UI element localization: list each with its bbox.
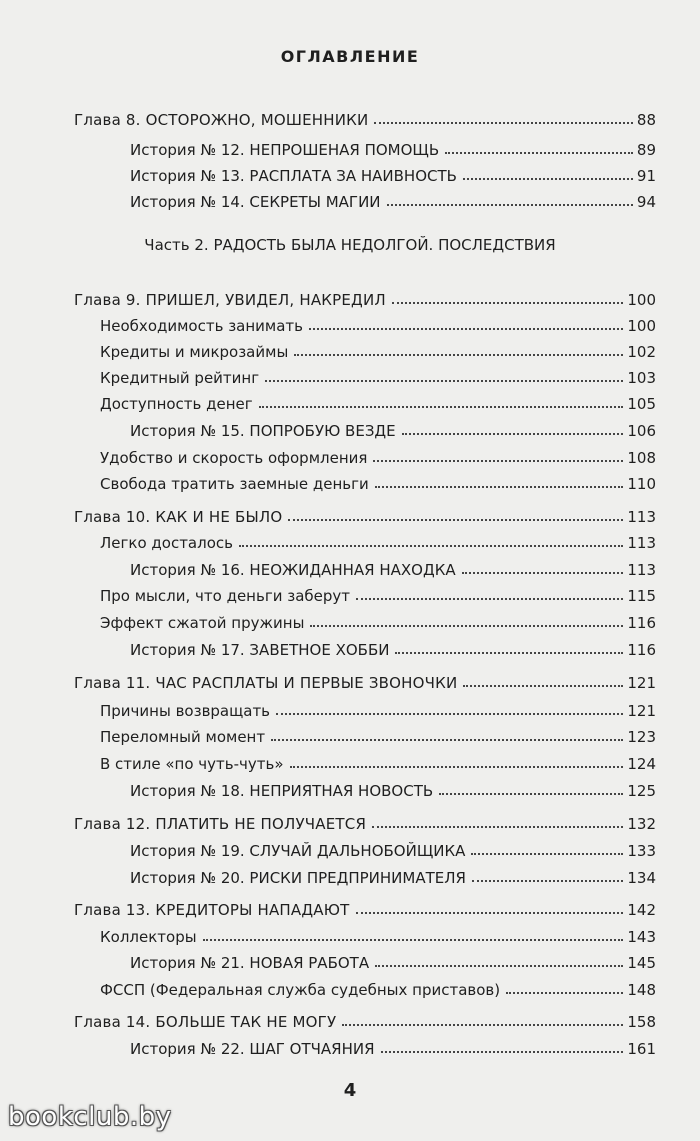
- toc-entry-page: 125: [627, 782, 656, 800]
- toc-entry-page: 106: [627, 422, 656, 440]
- dot-leader: [239, 545, 623, 547]
- toc-entry-page: 143: [627, 928, 656, 946]
- toc-entry-title: Глава 8. ОСТОРОЖНО, МОШЕННИКИ: [74, 111, 369, 129]
- toc-entry: [100, 980, 656, 1000]
- toc-entry-title: История № 18. НЕПРИЯТНАЯ НОВОСТЬ: [130, 782, 434, 800]
- toc-entry-title: Причины возвращать: [100, 702, 271, 720]
- toc-entry-title: Глава 10. КАК И НЕ БЫЛО: [74, 508, 283, 526]
- toc-entry-title: История № 12. НЕПРОШЕНАЯ ПОМОЩЬ: [130, 141, 440, 159]
- toc-entry: [74, 290, 656, 310]
- dot-leader: [290, 766, 624, 768]
- toc-entry: [100, 394, 656, 414]
- dot-leader: [259, 406, 624, 408]
- dot-leader: [471, 853, 623, 855]
- toc-entry: [100, 533, 656, 553]
- dot-leader: [506, 992, 623, 994]
- toc-entry-title: История № 15. ПОПРОБУЮ ВЕЗДЕ: [130, 422, 396, 440]
- dot-leader: [462, 572, 624, 574]
- toc-entry-page: 105: [627, 395, 656, 413]
- toc-entry: [100, 316, 656, 336]
- toc-entry-title: Эффект сжатой пружины: [100, 614, 305, 632]
- toc-entry-title: Глава 13. КРЕДИТОРЫ НАПАДАЮТ: [74, 901, 350, 919]
- toc-entry: [130, 1039, 656, 1059]
- dot-leader: [439, 793, 623, 795]
- toc-entry: [74, 673, 656, 693]
- dot-leader: [276, 713, 623, 715]
- toc-entry: [100, 701, 656, 721]
- toc-entry-page: 123: [627, 728, 656, 746]
- dot-leader: [203, 939, 624, 941]
- toc-entry-title: История № 21. НОВАЯ РАБОТА: [130, 954, 370, 972]
- toc-entry-title: История № 22. ШАГ ОТЧАЯНИЯ: [130, 1040, 375, 1058]
- toc-entry: [130, 166, 656, 186]
- toc-entry-title: История № 20. РИСКИ ПРЕДПРИНИМАТЕЛЯ: [130, 869, 466, 887]
- toc-entry-title: Доступность денег: [100, 395, 253, 413]
- dot-leader: [309, 328, 623, 330]
- toc-entry-page: 103: [627, 369, 656, 387]
- dot-leader: [373, 460, 623, 462]
- toc-entry-page: 142: [627, 901, 656, 919]
- toc-entry-page: 113: [627, 534, 656, 552]
- toc-entry-page: 161: [627, 1040, 656, 1058]
- part-heading: Часть 2. РАДОСТЬ БЫЛА НЕДОЛГОЙ. ПОСЛЕДСТВИЯ: [144, 236, 556, 254]
- toc-entry-page: 102: [627, 343, 656, 361]
- dot-leader: [271, 739, 623, 741]
- toc-entry: [130, 421, 656, 441]
- toc-entry: [100, 448, 656, 468]
- toc-entry-page: 110: [627, 475, 656, 493]
- toc-entry-page: 94: [636, 193, 656, 211]
- toc-entry-page: 133: [627, 842, 656, 860]
- dot-leader: [372, 826, 623, 828]
- toc-entry-page: 113: [627, 508, 656, 526]
- toc-entry-page: 121: [627, 702, 656, 720]
- toc-entry-page: 100: [627, 317, 656, 335]
- toc-entry-page: 158: [627, 1013, 656, 1031]
- toc-entry: [74, 814, 656, 834]
- toc-entry: [130, 640, 656, 660]
- toc-entry-title: История № 16. НЕОЖИДАННАЯ НАХОДКА: [130, 561, 456, 579]
- dot-leader: [265, 380, 623, 382]
- toc-entry-page: 89: [636, 141, 656, 159]
- dot-leader: [288, 519, 623, 521]
- toc-entry-title: Переломный момент: [100, 728, 266, 746]
- dot-leader: [387, 204, 633, 206]
- page-title: ОГЛАВЛЕНИЕ: [280, 47, 420, 66]
- toc-entry-title: Легко досталось: [100, 534, 233, 552]
- toc-entry-page: 115: [627, 587, 656, 605]
- toc-entry: [130, 192, 656, 212]
- dot-leader: [375, 486, 624, 488]
- toc-entry-title: Глава 12. ПЛАТИТЬ НЕ ПОЛУЧАЕТСЯ: [74, 815, 367, 833]
- dot-leader: [374, 122, 633, 124]
- dot-leader: [342, 1024, 623, 1026]
- toc-entry-page: 113: [627, 561, 656, 579]
- toc-entry-title: В стиле «по чуть-чуть»: [100, 755, 284, 773]
- toc-entry: [74, 507, 656, 527]
- toc-entry: [74, 110, 656, 130]
- toc-entry: [74, 900, 656, 920]
- toc-entry-page: 132: [627, 815, 656, 833]
- toc-entry-page: 88: [636, 111, 656, 129]
- toc-entry-page: 121: [627, 674, 656, 692]
- dot-leader: [381, 1051, 624, 1053]
- toc-entry-title: Кредиты и микрозаймы: [100, 343, 289, 361]
- toc-entry-page: 108: [627, 449, 656, 467]
- dot-leader: [463, 685, 623, 687]
- toc-entry-page: 148: [627, 981, 656, 999]
- toc-entry: [100, 754, 656, 774]
- dot-leader: [463, 178, 633, 180]
- toc-entry: [130, 140, 656, 160]
- toc-entry: [130, 841, 656, 861]
- dot-leader: [375, 965, 623, 967]
- toc-entry: [100, 727, 656, 747]
- toc-entry-page: 124: [627, 755, 656, 773]
- toc-entry: [100, 613, 656, 633]
- toc-entry-title: История № 13. РАСПЛАТА ЗА НАИВНОСТЬ: [130, 167, 457, 185]
- toc-entry-title: История № 17. ЗАВЕТНОЕ ХОББИ: [130, 641, 390, 659]
- toc-entry: [100, 586, 656, 606]
- dot-leader: [310, 625, 623, 627]
- toc-entry-page: 116: [627, 614, 656, 632]
- dot-leader: [294, 354, 623, 356]
- toc-entry-page: 116: [627, 641, 656, 659]
- toc-entry: [130, 781, 656, 801]
- toc-entry: [100, 342, 656, 362]
- toc-entry: [100, 368, 656, 388]
- dot-leader: [356, 598, 623, 600]
- toc-entry-title: Глава 11. ЧАС РАСПЛАТЫ И ПЕРВЫЕ ЗВОНОЧКИ: [74, 674, 458, 692]
- toc-entry: [74, 1012, 656, 1032]
- toc-entry: [130, 868, 656, 888]
- toc-entry-title: Глава 14. БОЛЬШЕ ТАК НЕ МОГУ: [74, 1013, 337, 1031]
- toc-entry-title: Необходимость занимать: [100, 317, 304, 335]
- toc-entry-page: 145: [627, 954, 656, 972]
- toc-entry-title: Свобода тратить заемные деньги: [100, 475, 369, 493]
- toc-entry: [100, 474, 656, 494]
- toc-entry-title: Коллекторы: [100, 928, 197, 946]
- page-number: 4: [343, 1080, 357, 1101]
- toc-entry: [100, 927, 656, 947]
- toc-entry-page: 134: [627, 869, 656, 887]
- watermark: bookclub.by: [8, 1102, 172, 1132]
- dot-leader: [356, 912, 624, 914]
- dot-leader: [395, 652, 623, 654]
- toc-entry-title: ФССП (Федеральная служба судебных приставов): [100, 981, 501, 999]
- toc-entry-title: Кредитный рейтинг: [100, 369, 260, 387]
- toc-entry: [130, 953, 656, 973]
- toc-entry-title: История № 19. СЛУЧАЙ ДАЛЬНОБОЙЩИКА: [130, 842, 466, 860]
- toc-entry-title: Про мысли, что деньги заберут: [100, 587, 350, 605]
- toc-entry-title: Глава 9. ПРИШЕЛ, УВИДЕЛ, НАКРЕДИЛ: [74, 291, 386, 309]
- dot-leader: [392, 302, 623, 304]
- toc-entry: [130, 560, 656, 580]
- toc-entry-title: История № 14. СЕКРЕТЫ МАГИИ: [130, 193, 381, 211]
- toc-entry-title: Удобство и скорость оформления: [100, 449, 368, 467]
- toc-entry-page: 100: [627, 291, 656, 309]
- dot-leader: [445, 152, 633, 154]
- dot-leader: [402, 433, 624, 435]
- toc-entry-page: 91: [636, 167, 656, 185]
- dot-leader: [472, 880, 623, 882]
